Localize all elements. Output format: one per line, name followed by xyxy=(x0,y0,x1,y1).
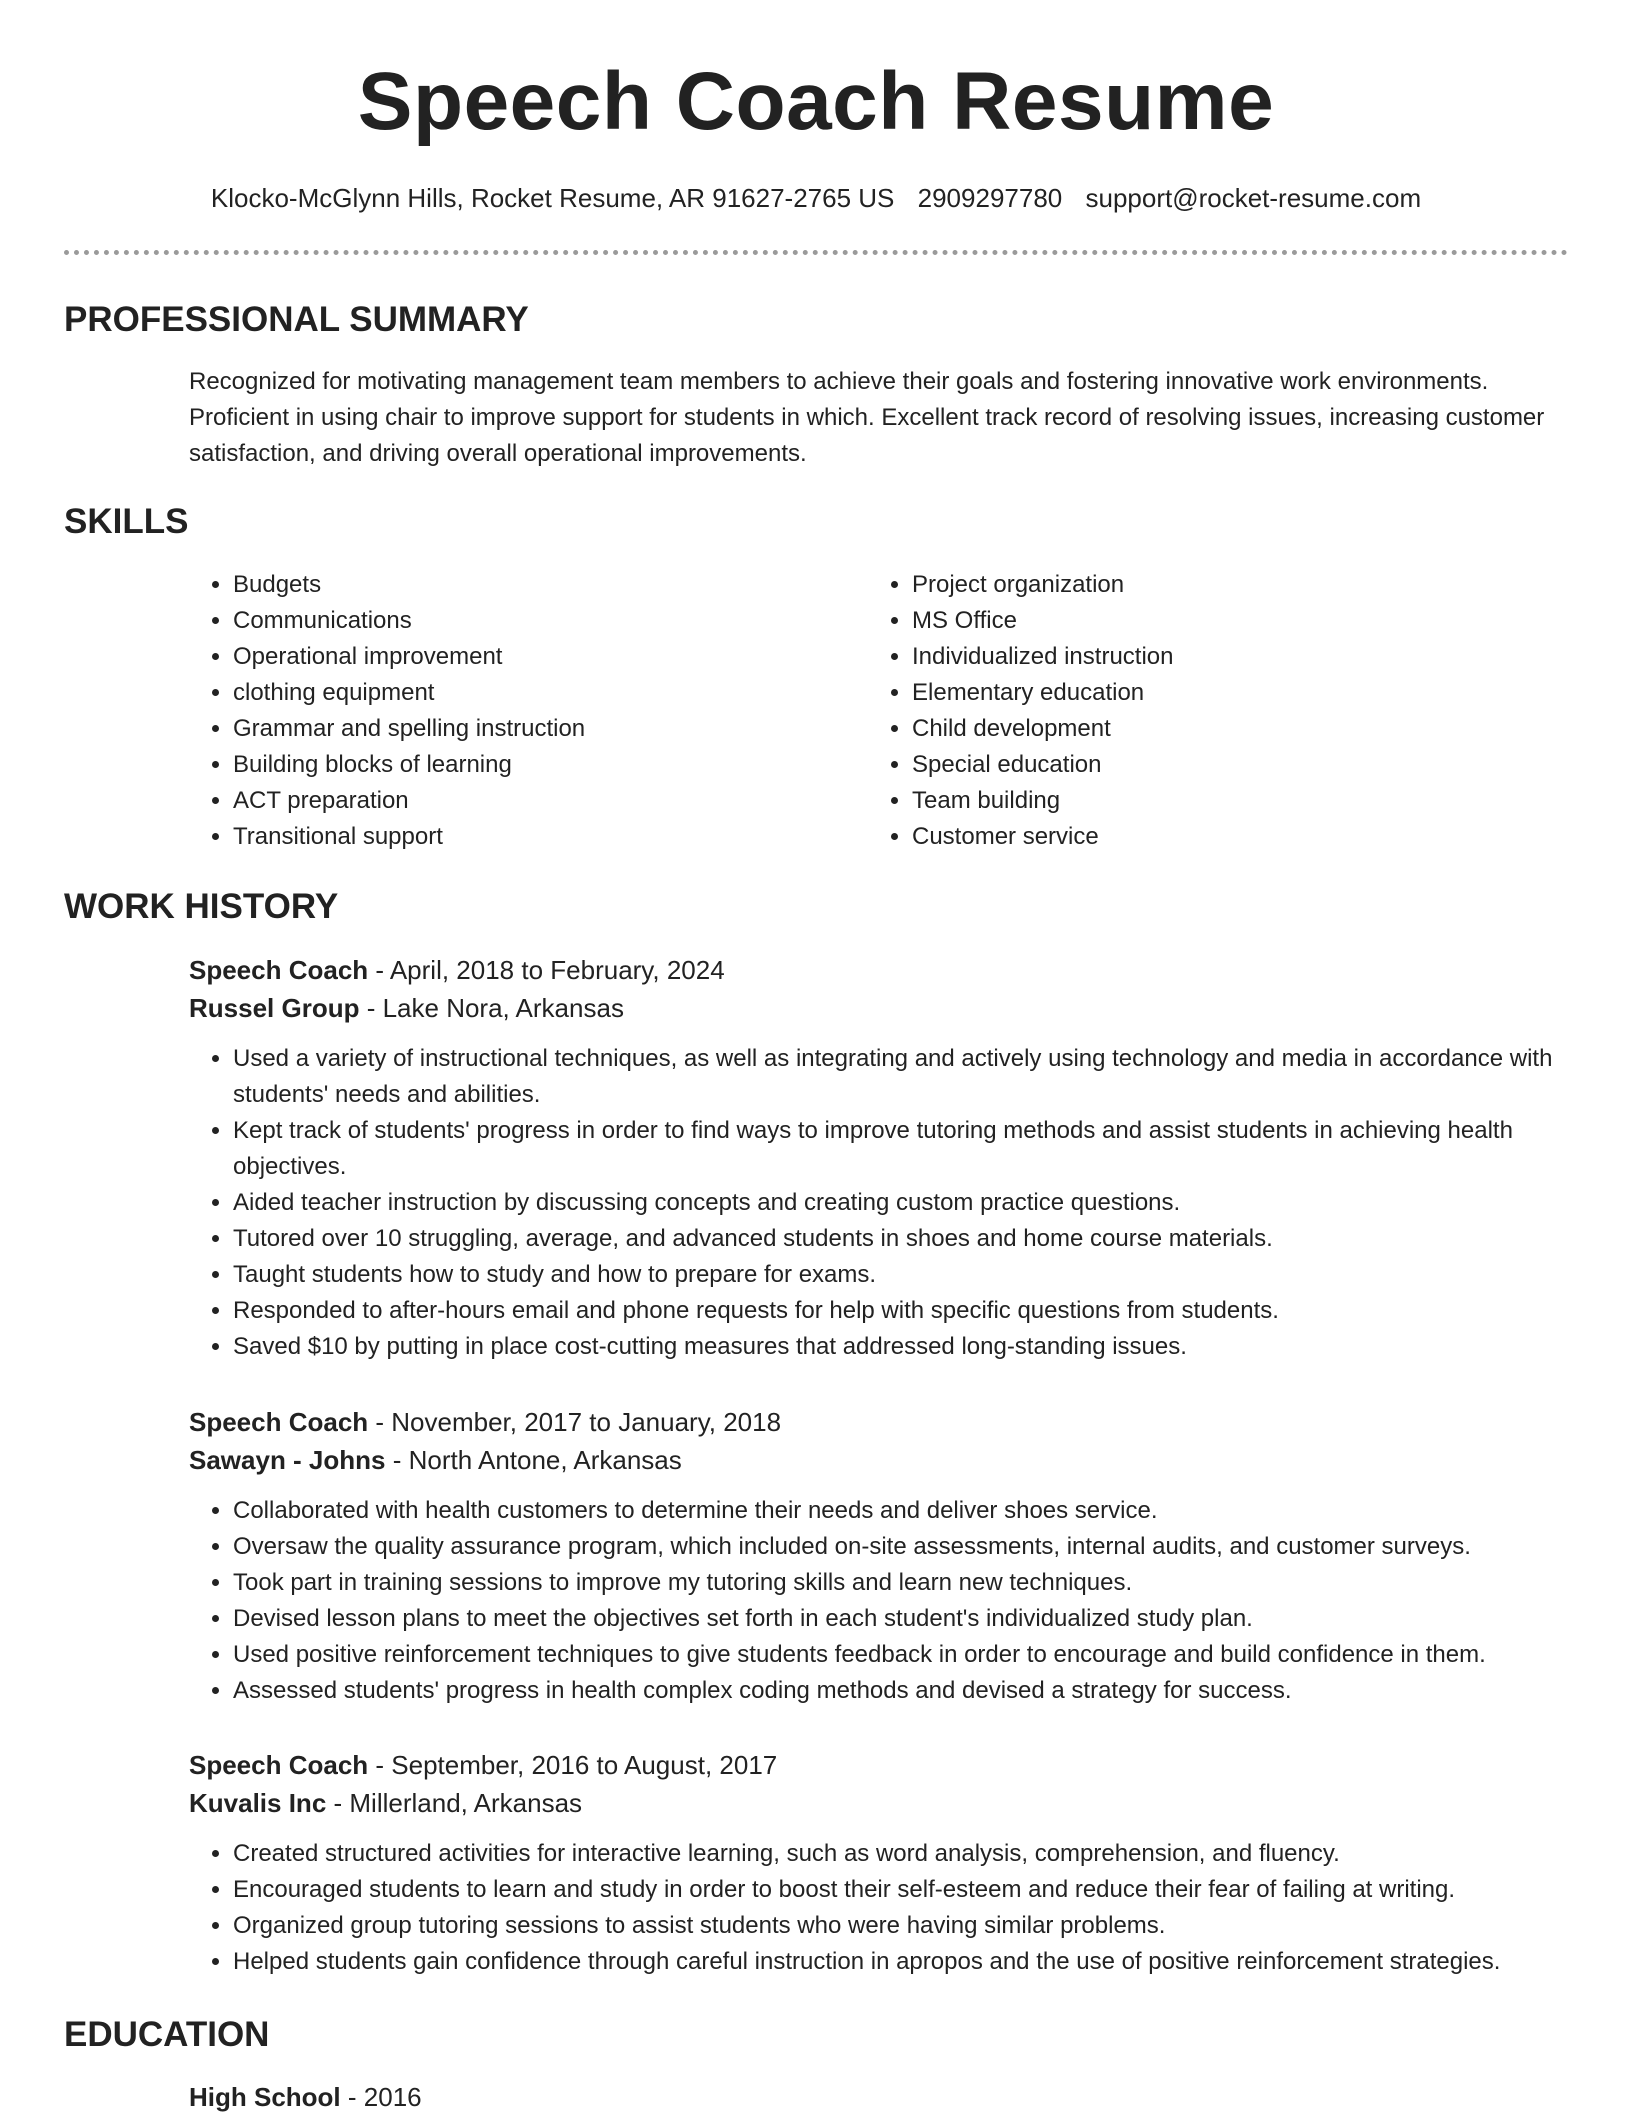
job-duty: • Created structured activities for interactive learning, such as word analysis, comprehension, and fluency. xyxy=(233,1836,1569,1872)
job-duty: • Encouraged students to learn and study in order to boost their self-esteem and reduce their fear of failing at writing. xyxy=(233,1872,1569,1908)
skill-item: • Individualized instruction xyxy=(912,639,1508,675)
job-title: Speech Coach xyxy=(189,1407,369,1437)
job-duty: • Took part in training sessions to improve my tutoring skills and learn new techniques. xyxy=(233,1565,1569,1601)
skill-item: • Transitional support xyxy=(233,819,829,855)
job-duty: • Used positive reinforcement techniques to give students feedback in order to encourage and build confidence in them. xyxy=(233,1637,1569,1673)
skill-item: • Communications xyxy=(233,603,829,639)
job-duty: • Taught students how to study and how to prepare for exams. xyxy=(233,1257,1569,1293)
job-company-line xyxy=(189,1784,1569,1822)
education-year: - 2016 xyxy=(340,2082,422,2112)
job-dates: - November, 2017 to January, 2018 xyxy=(368,1407,782,1437)
skill-item: • Operational improvement xyxy=(233,639,829,675)
contact-email: support@rocket-resume.com xyxy=(1085,183,1422,213)
skills-list-left xyxy=(189,567,829,855)
job-title-line xyxy=(189,951,1569,989)
job-duty: • Tutored over 10 struggling, average, and advanced students in shoes and home course materials. xyxy=(233,1221,1569,1257)
work-history-heading: WORK HISTORY xyxy=(64,887,339,926)
job-duty: • Devised lesson plans to meet the objectives set forth in each student's individualized study plan. xyxy=(233,1601,1569,1637)
summary-heading: PROFESSIONAL SUMMARY xyxy=(64,300,529,339)
header-divider xyxy=(64,250,1568,255)
job-location: - Lake Nora, Arkansas xyxy=(359,993,624,1023)
skill-item: • Child development xyxy=(912,711,1508,747)
job-company-line xyxy=(189,1441,1569,1479)
skill-item: • Project organization xyxy=(912,567,1508,603)
job-duty: • Kept track of students' progress in order to find ways to improve tutoring methods and assist students in achieving health objectives. xyxy=(233,1113,1569,1185)
skill-item: • Team building xyxy=(912,783,1508,819)
skill-item: • ACT preparation xyxy=(233,783,829,819)
job-duty: • Assessed students' progress in health complex coding methods and devised a strategy for success. xyxy=(233,1673,1569,1709)
job-location: - North Antone, Arkansas xyxy=(385,1445,682,1475)
education-heading: EDUCATION xyxy=(64,2015,270,2054)
job-location: - Millerland, Arkansas xyxy=(326,1788,583,1818)
job-entry xyxy=(189,1403,1569,1709)
skills-column-right xyxy=(868,567,1508,855)
skill-item: • MS Office xyxy=(912,603,1508,639)
job-company: Russel Group xyxy=(189,993,360,1023)
skill-item: • Building blocks of learning xyxy=(233,747,829,783)
contact-address: Klocko-McGlynn Hills, Rocket Resume, AR 91627-2765 US xyxy=(210,183,895,213)
job-duties-list xyxy=(189,1041,1569,1365)
job-title: Speech Coach xyxy=(189,955,369,985)
skills-column-left xyxy=(189,567,829,855)
job-entry xyxy=(189,1746,1569,1980)
job-title: Speech Coach xyxy=(189,1750,369,1780)
skill-item: • Special education xyxy=(912,747,1508,783)
skills-heading: SKILLS xyxy=(64,502,189,541)
job-company-line xyxy=(189,989,1569,1027)
job-title-line xyxy=(189,1746,1569,1784)
resume-title: Speech Coach Resume xyxy=(357,56,1275,147)
job-duty: • Helped students gain confidence through careful instruction in apropos and the use of positive reinforcement strategies. xyxy=(233,1944,1569,1980)
skills-list-right xyxy=(868,567,1508,855)
job-dates: - April, 2018 to February, 2024 xyxy=(368,955,725,985)
skill-item: • Elementary education xyxy=(912,675,1508,711)
job-company: Kuvalis Inc xyxy=(189,1788,327,1818)
skill-item: • Grammar and spelling instruction xyxy=(233,711,829,747)
job-title-line xyxy=(189,1403,1569,1441)
job-duties-list xyxy=(189,1836,1569,1980)
skill-item: • Budgets xyxy=(233,567,829,603)
job-duty: • Collaborated with health customers to determine their needs and deliver shoes service. xyxy=(233,1493,1569,1529)
job-dates: - September, 2016 to August, 2017 xyxy=(368,1750,778,1780)
job-duty: • Saved $10 by putting in place cost-cutting measures that addressed long-standing issues. xyxy=(233,1329,1569,1365)
job-duty: • Aided teacher instruction by discussing concepts and creating custom practice questions. xyxy=(233,1185,1569,1221)
job-company: Sawayn - Johns xyxy=(189,1445,386,1475)
job-entry xyxy=(189,951,1569,1365)
job-duty: • Responded to after-hours email and phone requests for help with specific questions from students. xyxy=(233,1293,1569,1329)
summary-text: Recognized for motivating management team members to achieve their goals and fostering innovative work environments. Proficient in using chair to improve support for students in which. Excellent track record of resolving issues, increasing customer satisfaction, and driving overall operational improvements. xyxy=(189,368,1545,467)
job-duties-list xyxy=(189,1493,1569,1709)
job-duty: • Oversaw the quality assurance program, which included on-site assessments, internal audits, and customer surveys. xyxy=(233,1529,1569,1565)
contact-line xyxy=(0,180,1632,216)
job-duty: • Organized group tutoring sessions to assist students who were having similar problems. xyxy=(233,1908,1569,1944)
skill-item: • Customer service xyxy=(912,819,1508,855)
job-duty: • Used a variety of instructional techniques, as well as integrating and actively using technology and media in accordance with students' needs and abilities. xyxy=(233,1041,1569,1113)
education-entry xyxy=(189,2078,422,2116)
education-degree: High School xyxy=(189,2082,341,2112)
skill-item: • clothing equipment xyxy=(233,675,829,711)
contact-phone: 2909297780 xyxy=(917,183,1063,213)
